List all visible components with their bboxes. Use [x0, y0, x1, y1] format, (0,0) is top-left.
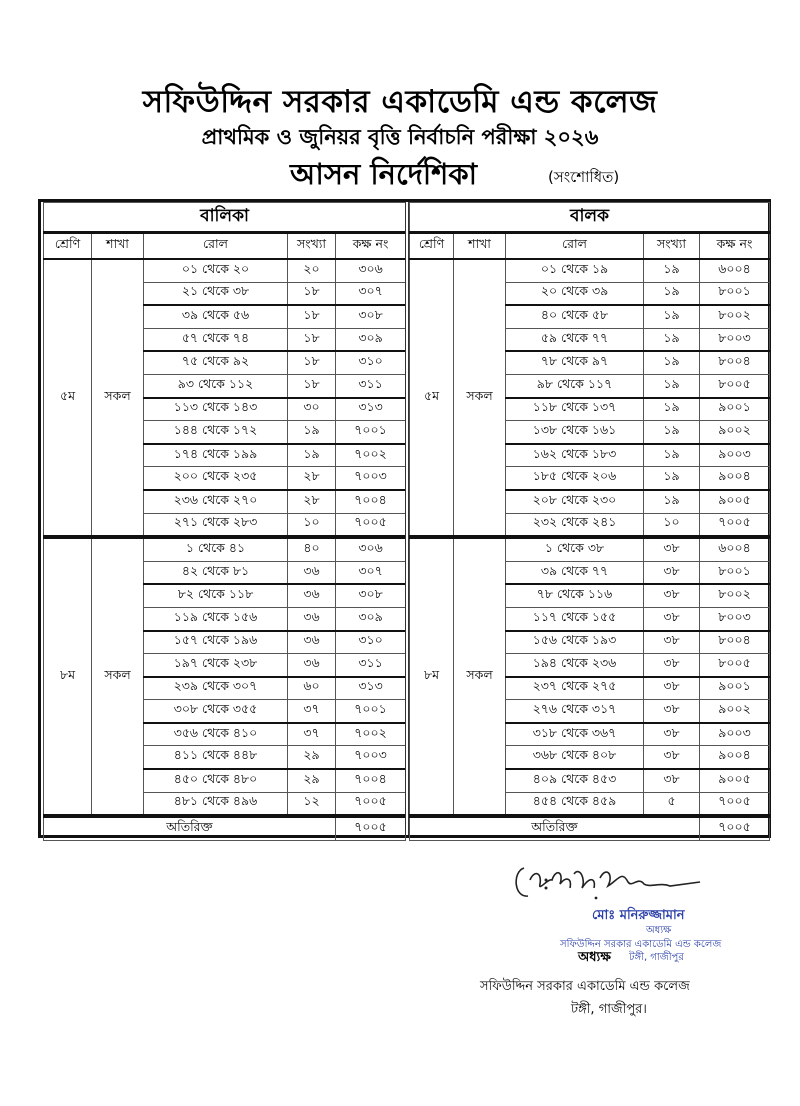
count-cell: ৩৮ — [644, 746, 700, 769]
room-cell: ৯০০৫ — [700, 490, 770, 513]
roll-cell: ৪৫৪ থেকে ৪৫৯ — [506, 792, 644, 816]
signature-scribble — [510, 858, 710, 904]
count-cell: ৩৮ — [644, 723, 700, 746]
count-cell: ৩৮ — [644, 769, 700, 792]
roll-cell: ৫৭ থেকে ৭৪ — [144, 328, 288, 351]
roll-cell: ৭৮ থেকে ১১৬ — [506, 584, 644, 607]
count-cell: ২০ — [288, 259, 336, 282]
room-cell: ৭০০৩ — [336, 467, 406, 490]
class-cell: ৮ম — [44, 537, 92, 816]
extra-room: ৭০০৫ — [700, 816, 770, 841]
signatory-place: টঙ্গী, গাজীপুর। — [571, 1002, 647, 1017]
roll-cell: ৩১৮ থেকে ৩৬৭ — [506, 723, 644, 746]
col-branch: শাখা — [454, 233, 506, 260]
count-cell: ২৯ — [288, 769, 336, 792]
stamp-place: টঙ্গী, গাজীপুর — [629, 952, 684, 963]
count-cell: ৩৮ — [644, 537, 700, 561]
exam-title: প্রাথমিক ও জুনিয়র বৃত্তি নির্বাচনি পরীক্ষা ২০২৬ — [201, 125, 599, 149]
roll-cell: ৩৬৮ থেকে ৪০৮ — [506, 746, 644, 769]
signatory-institution: সফিউদ্দিন সরকার একাডেমি এন্ড কলেজ — [480, 979, 690, 994]
roll-cell: ৪৮১ থেকে ৪৯৬ — [144, 792, 288, 816]
count-cell: ৩৬ — [288, 584, 336, 607]
table-row — [44, 259, 406, 282]
roll-cell: ২৩২ থেকে ২৪১ — [506, 513, 644, 537]
boys-table-title: বালক — [410, 203, 770, 233]
room-cell: ৭০০৫ — [700, 792, 770, 816]
room-cell: ৮০০২ — [700, 584, 770, 607]
count-cell: ১০ — [288, 513, 336, 537]
roll-cell: ১৫৬ থেকে ১৯৩ — [506, 631, 644, 654]
col-roll: রোল — [144, 233, 288, 260]
room-cell: ৩০৭ — [336, 561, 406, 584]
extra-row — [44, 816, 406, 841]
count-cell: ৩০ — [288, 398, 336, 421]
count-cell: ১৯ — [644, 282, 700, 305]
roll-cell: ৭৮ থেকে ৯৭ — [506, 351, 644, 374]
count-cell: ৩৮ — [644, 584, 700, 607]
room-cell: ৯০০২ — [700, 421, 770, 444]
class-cell: ৫ম — [410, 259, 454, 537]
count-cell: ১৯ — [288, 421, 336, 444]
room-cell: ৩১০ — [336, 351, 406, 374]
document-title: আসন নির্দেশিকা — [290, 157, 478, 191]
class-cell: ৮ম — [410, 537, 454, 816]
count-cell: ১৯ — [644, 374, 700, 397]
room-cell: ৮০০৩ — [700, 607, 770, 630]
room-cell: ৭০০৫ — [336, 513, 406, 537]
count-cell: ১৯ — [288, 444, 336, 467]
count-cell: ৪০ — [288, 537, 336, 561]
roll-cell: ৯৮ থেকে ১১৭ — [506, 374, 644, 397]
branch-cell: সকল — [92, 537, 144, 816]
roll-cell: ৩৯ থেকে ৭৭ — [506, 561, 644, 584]
count-cell: ৩৬ — [288, 654, 336, 677]
count-cell: ২৮ — [288, 490, 336, 513]
col-count: সংখ্যা — [288, 233, 336, 260]
table-row — [410, 259, 770, 282]
room-cell: ৯০০৩ — [700, 723, 770, 746]
seat-plan-frame — [38, 199, 771, 838]
count-cell: ১৯ — [644, 328, 700, 351]
count-cell: ১৮ — [288, 282, 336, 305]
extra-row — [410, 816, 770, 841]
roll-cell: ২৩৬ থেকে ২৭০ — [144, 490, 288, 513]
room-cell: ৭০০১ — [336, 421, 406, 444]
roll-cell: ১১৩ থেকে ১৪৩ — [144, 398, 288, 421]
room-cell: ৯০০১ — [700, 677, 770, 700]
col-room: কক্ষ নং — [700, 233, 770, 260]
roll-cell: ১৩৮ থেকে ১৬১ — [506, 421, 644, 444]
room-cell: ৩১০ — [336, 631, 406, 654]
branch-cell: সকল — [92, 259, 144, 537]
roll-cell: ১১৮ থেকে ১৩৭ — [506, 398, 644, 421]
institution-title: সফিউদ্দিন সরকার একাডেমি এন্ড কলেজ — [142, 84, 658, 120]
room-cell: ৭০০৫ — [336, 792, 406, 816]
count-cell: ১৯ — [644, 444, 700, 467]
room-cell: ৯০০২ — [700, 700, 770, 723]
roll-cell: ২৭১ থেকে ২৮৩ — [144, 513, 288, 537]
room-cell: ৩০৮ — [336, 584, 406, 607]
col-room: কক্ষ নং — [336, 233, 406, 260]
roll-cell: ৫৯ থেকে ৭৭ — [506, 328, 644, 351]
roll-cell: ১৬২ থেকে ১৮৩ — [506, 444, 644, 467]
girls-table-title: বালিকা — [44, 203, 406, 233]
room-cell: ৮০০৫ — [700, 374, 770, 397]
room-cell: ৯০০৪ — [700, 467, 770, 490]
room-cell: ৩০৯ — [336, 607, 406, 630]
room-cell: ৭০০২ — [336, 723, 406, 746]
count-cell: ৩৭ — [288, 700, 336, 723]
count-cell: ১৯ — [644, 421, 700, 444]
count-cell: ১৯ — [644, 490, 700, 513]
roll-cell: ১৮৫ থেকে ২০৬ — [506, 467, 644, 490]
count-cell: ১৮ — [288, 305, 336, 328]
branch-cell: সকল — [454, 537, 506, 816]
room-cell: ৮০০২ — [700, 305, 770, 328]
count-cell: ৫ — [644, 792, 700, 816]
girls-table — [43, 202, 406, 841]
count-cell: ৩৬ — [288, 607, 336, 630]
room-cell: ৭০০২ — [336, 444, 406, 467]
room-cell: ৮০০১ — [700, 561, 770, 584]
room-cell: ৩০৭ — [336, 282, 406, 305]
roll-cell: ০১ থেকে ২০ — [144, 259, 288, 282]
room-cell: ৩১৩ — [336, 398, 406, 421]
roll-cell: ৪২ থেকে ৮১ — [144, 561, 288, 584]
room-cell: ৮০০৩ — [700, 328, 770, 351]
roll-cell: ১১৯ থেকে ১৫৬ — [144, 607, 288, 630]
room-cell: ৩১১ — [336, 654, 406, 677]
room-cell: ৮০০৪ — [700, 351, 770, 374]
room-cell: ৯০০৩ — [700, 444, 770, 467]
roll-cell: ২০ থেকে ৩৯ — [506, 282, 644, 305]
extra-label: অতিরিক্ত — [44, 816, 336, 841]
room-cell: ৩০৯ — [336, 328, 406, 351]
boys-table — [409, 202, 770, 841]
count-cell: ৩৮ — [644, 607, 700, 630]
roll-cell: ২০০ থেকে ২৩৫ — [144, 467, 288, 490]
col-class: শ্রেণি — [410, 233, 454, 260]
roll-cell: ৪০৯ থেকে ৪৫৩ — [506, 769, 644, 792]
roll-cell: ৩৯ থেকে ৫৬ — [144, 305, 288, 328]
room-cell: ৩১১ — [336, 374, 406, 397]
roll-cell: ১ থেকে ৪১ — [144, 537, 288, 561]
stamp-name: মোঃ মনিরুজ্জামান — [592, 908, 685, 923]
col-branch: শাখা — [92, 233, 144, 260]
roll-cell: ২১ থেকে ৩৮ — [144, 282, 288, 305]
col-count: সংখ্যা — [644, 233, 700, 260]
roll-cell: ১১৭ থেকে ১৫৫ — [506, 607, 644, 630]
count-cell: ২৯ — [288, 746, 336, 769]
room-cell: ৭০০৩ — [336, 746, 406, 769]
room-cell: ৯০০৫ — [700, 769, 770, 792]
count-cell: ৩৮ — [644, 631, 700, 654]
roll-cell: ৮২ থেকে ১১৮ — [144, 584, 288, 607]
count-cell: ৬০ — [288, 677, 336, 700]
count-cell: ১৯ — [644, 305, 700, 328]
count-cell: ১৮ — [288, 374, 336, 397]
document-note: (সংশোধিত) — [548, 168, 620, 186]
table-row — [44, 537, 406, 561]
count-cell: ৩৬ — [288, 631, 336, 654]
count-cell: ১৯ — [644, 467, 700, 490]
col-roll: রোল — [506, 233, 644, 260]
room-cell: ৮০০৫ — [700, 654, 770, 677]
room-cell: ৩১৩ — [336, 677, 406, 700]
room-cell: ৭০০৫ — [700, 513, 770, 537]
roll-cell: ২৭৬ থেকে ৩১৭ — [506, 700, 644, 723]
room-cell: ৩০৮ — [336, 305, 406, 328]
count-cell: ১৯ — [644, 259, 700, 282]
roll-cell: ১৯৪ থেকে ২৩৬ — [506, 654, 644, 677]
roll-cell: ১৯৭ থেকে ২৩৮ — [144, 654, 288, 677]
roll-cell: ২৩৭ থেকে ২৭৫ — [506, 677, 644, 700]
roll-cell: ২০৮ থেকে ২৩০ — [506, 490, 644, 513]
count-cell: ১৯ — [644, 398, 700, 421]
room-cell: ৩০৬ — [336, 259, 406, 282]
count-cell: ৩৮ — [644, 561, 700, 584]
count-cell: ১৯ — [644, 351, 700, 374]
room-cell: ৯০০৪ — [700, 746, 770, 769]
count-cell: ২৮ — [288, 467, 336, 490]
roll-cell: ১ থেকে ৩৮ — [506, 537, 644, 561]
roll-cell: ৪০ থেকে ৫৮ — [506, 305, 644, 328]
count-cell: ৩৭ — [288, 723, 336, 746]
table-row — [410, 537, 770, 561]
count-cell: ১৮ — [288, 328, 336, 351]
col-class: শ্রেণি — [44, 233, 92, 260]
roll-cell: ৪১১ থেকে ৪৪৮ — [144, 746, 288, 769]
roll-cell: ৩৫৬ থেকে ৪১০ — [144, 723, 288, 746]
roll-cell: ৭৫ থেকে ৯২ — [144, 351, 288, 374]
room-cell: ৬০০৪ — [700, 537, 770, 561]
extra-room: ৭০০৫ — [336, 816, 406, 841]
count-cell: ১২ — [288, 792, 336, 816]
room-cell: ৮০০১ — [700, 282, 770, 305]
roll-cell: ৩০৮ থেকে ৩৫৫ — [144, 700, 288, 723]
count-cell: ৩৬ — [288, 561, 336, 584]
stamp-title: অধ্যক্ষ — [646, 925, 672, 936]
branch-cell: সকল — [454, 259, 506, 537]
roll-cell: ১৫৭ থেকে ১৯৬ — [144, 631, 288, 654]
roll-cell: ৯৩ থেকে ১১২ — [144, 374, 288, 397]
roll-cell: ৪৫০ থেকে ৪৮০ — [144, 769, 288, 792]
class-cell: ৫ম — [44, 259, 92, 537]
room-cell: ৮০০৪ — [700, 631, 770, 654]
extra-label: অতিরিক্ত — [410, 816, 700, 841]
roll-cell: ২৩৯ থেকে ৩০৭ — [144, 677, 288, 700]
room-cell: ৩০৬ — [336, 537, 406, 561]
count-cell: ৩৮ — [644, 654, 700, 677]
room-cell: ৭০০৪ — [336, 769, 406, 792]
roll-cell: ০১ থেকে ১৯ — [506, 259, 644, 282]
room-cell: ৯০০১ — [700, 398, 770, 421]
count-cell: ৩৮ — [644, 677, 700, 700]
count-cell: ১৮ — [288, 351, 336, 374]
roll-cell: ১৪৪ থেকে ১৭২ — [144, 421, 288, 444]
signatory-title: অধ্যক্ষ — [578, 950, 611, 965]
count-cell: ৩৮ — [644, 700, 700, 723]
room-cell: ৬০০৪ — [700, 259, 770, 282]
room-cell: ৭০০৪ — [336, 490, 406, 513]
stamp-institution: সফিউদ্দিন সরকার একাডেমি এন্ড কলেজ — [560, 939, 722, 950]
count-cell: ১০ — [644, 513, 700, 537]
roll-cell: ১৭৪ থেকে ১৯৯ — [144, 444, 288, 467]
room-cell: ৭০০১ — [336, 700, 406, 723]
